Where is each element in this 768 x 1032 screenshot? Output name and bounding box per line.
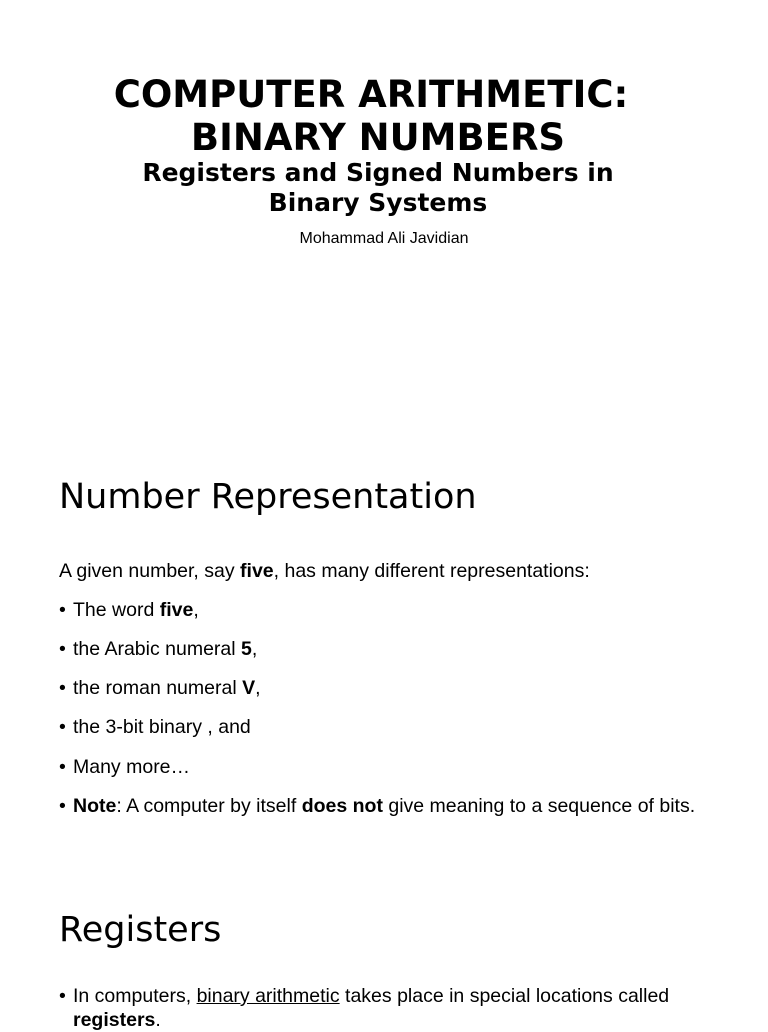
binary-arithmetic-link[interactable]: binary arithmetic <box>196 985 340 1007</box>
subtitle-line-2: Binary Systems <box>268 188 488 217</box>
bullet-text-bold: five <box>159 599 194 621</box>
bullet-marker: • <box>59 756 66 778</box>
list-item-continuation <box>73 1008 161 1032</box>
note-text-2: give meaning to a sequence of bits. <box>382 795 696 817</box>
bullet-text-bold: V <box>242 677 256 699</box>
note-item <box>59 794 695 818</box>
number-representation-heading: Number Representation <box>59 477 477 517</box>
list-item <box>59 676 261 700</box>
list-item <box>59 984 669 1008</box>
bullet-marker: • <box>59 638 66 660</box>
bullet-text-bold: 5 <box>241 638 252 660</box>
bullet-marker: • <box>59 599 66 621</box>
note-text-1: : A computer by itself <box>116 795 302 817</box>
bullet-text-pre: the Arabic numeral <box>73 638 242 660</box>
main-title-line-1: COMPUTER ARITHMETIC: <box>113 73 629 116</box>
list-item <box>59 755 190 779</box>
author-name: Mohammad Ali Javidian <box>299 230 469 247</box>
bullet-text-pre: the roman numeral <box>73 677 243 699</box>
registers-text-post: takes place in special locations called <box>339 985 670 1007</box>
list-item <box>59 598 199 622</box>
bullet-text-post: , <box>251 638 258 660</box>
bullet-marker: • <box>59 795 66 817</box>
registers-text-pre: In computers, <box>73 985 197 1007</box>
intro-text-pre: A given number, say <box>59 560 241 582</box>
bullet-text-pre: The word <box>73 599 160 621</box>
note-text-bold: does not <box>301 795 383 817</box>
title-slide <box>0 0 768 440</box>
intro-text-post: , has many different representations: <box>273 560 590 582</box>
intro-paragraph <box>59 559 590 583</box>
bullet-marker: • <box>59 677 66 699</box>
bullet-text-pre: Many more… <box>73 756 191 778</box>
registers-bold: registers <box>73 1009 156 1031</box>
bullet-marker: • <box>59 716 66 738</box>
list-item <box>59 637 257 661</box>
note-label: Note <box>73 795 117 817</box>
bullet-text-post: , <box>255 677 261 699</box>
registers-heading: Registers <box>59 910 222 950</box>
registers-line2-post: . <box>155 1009 161 1031</box>
main-title-line-2: BINARY NUMBERS <box>190 116 566 159</box>
intro-text-bold: five <box>240 560 274 582</box>
subtitle-line-1: Registers and Signed Numbers in <box>142 158 614 187</box>
bullet-marker: • <box>59 985 66 1007</box>
bullet-text-pre: the 3-bit binary , and <box>73 716 251 738</box>
list-item <box>59 715 251 739</box>
bullet-text-post: , <box>193 599 199 621</box>
